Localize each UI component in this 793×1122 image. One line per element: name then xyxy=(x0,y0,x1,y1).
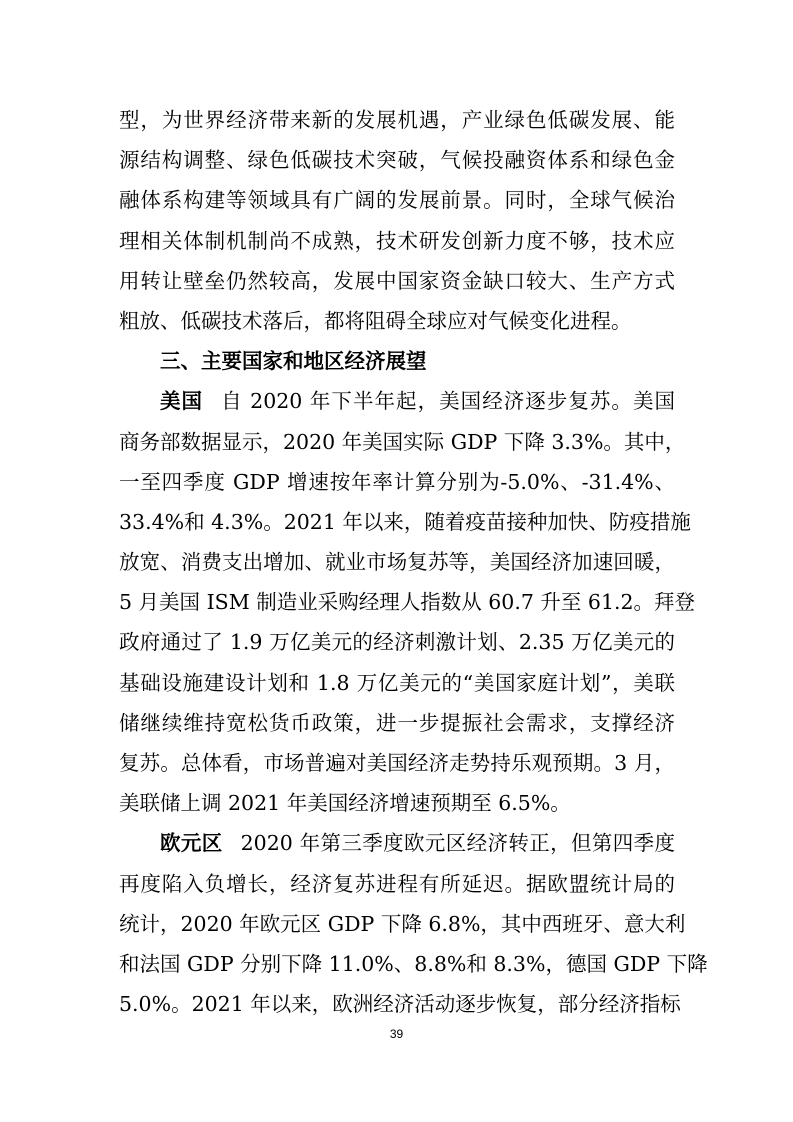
text-line: 政府通过了 1.9 万亿美元的经济刺激计划、2.35 万亿美元的 xyxy=(119,630,675,655)
paragraph-first-line xyxy=(119,823,675,863)
text-line: 2020 年第三季度欧元区经济转正，但第四季度 xyxy=(240,831,676,856)
page-number: 39 xyxy=(389,1027,404,1041)
text-line: 再度陷入负增长，经济复苏进程有所延迟。据欧盟统计局的 xyxy=(119,871,675,896)
text-line: 放宽、消费支出增加、就业市场复苏等，美国经济加速回暖， xyxy=(119,550,675,575)
text-line: 理相关体制机制尚不成熟，技术研发创新力度不够，技术应 xyxy=(119,228,675,253)
text-line: 一至四季度 GDP 增速按年率计算分别为-5.0%、-31.4%、 xyxy=(119,469,675,494)
text-line: 5 月美国 ISM 制造业采购经理人指数从 60.7 升至 61.2。拜登 xyxy=(119,590,696,615)
paragraph-first-line xyxy=(119,381,675,421)
text-line: 源结构调整、绿色低碳技术突破，气候投融资体系和绿色金 xyxy=(119,148,675,173)
text-line: 用转让壁垒仍然较高，发展中国家资金缺口较大、生产方式 xyxy=(119,268,675,293)
text-line: 和法国 GDP 分别下降 11.0%、8.8%和 8.3%，德国 GDP 下降 xyxy=(119,951,708,976)
text-line: 5.0%。2021 年以来，欧洲经济活动逐步恢复，部分经济指标 xyxy=(119,992,681,1017)
text-line: 粗放、低碳技术落后，都将阻碍全球应对气候变化进程。 xyxy=(119,308,632,333)
section-heading: 三、主要国家和地区经济展望 xyxy=(160,349,427,374)
text-line: 融体系构建等领域具有广阔的发展前景。同时，全球气候治 xyxy=(119,188,675,213)
paragraph-us xyxy=(119,381,696,823)
text-line: 自 2020 年下半年起，美国经济逐步复苏。美国 xyxy=(221,389,676,414)
text-line: 商务部数据显示，2020 年美国实际 GDP 下降 3.3%。其中， xyxy=(119,429,686,454)
paragraph-climate xyxy=(119,100,675,341)
text-line: 基础设施建设计划和 1.8 万亿美元的“美国家庭计划”，美联 xyxy=(119,670,675,695)
paragraph-lead-euro: 欧元区 xyxy=(160,831,223,856)
paragraph-euro xyxy=(119,823,708,1024)
page-body xyxy=(119,100,708,1024)
text-line: 复苏。总体看，市场普遍对美国经济走势持乐观预期。3 月， xyxy=(119,751,675,775)
text-line: 储继续维持宽松货币政策，进一步提振社会需求，支撑经济 xyxy=(119,710,675,735)
text-line: 33.4%和 4.3%。2021 年以来，随着疫苗接种加快、防疫措施 xyxy=(119,509,691,534)
text-line: 型，为世界经济带来新的发展机遇，产业绿色低碳发展、能 xyxy=(119,108,675,132)
text-line: 统计，2020 年欧元区 GDP 下降 6.8%，其中西班牙、意大利 xyxy=(119,911,686,936)
paragraph-lead-us: 美国 xyxy=(160,389,204,414)
text-line: 美联储上调 2021 年美国经济增速预期至 6.5%。 xyxy=(119,791,571,816)
